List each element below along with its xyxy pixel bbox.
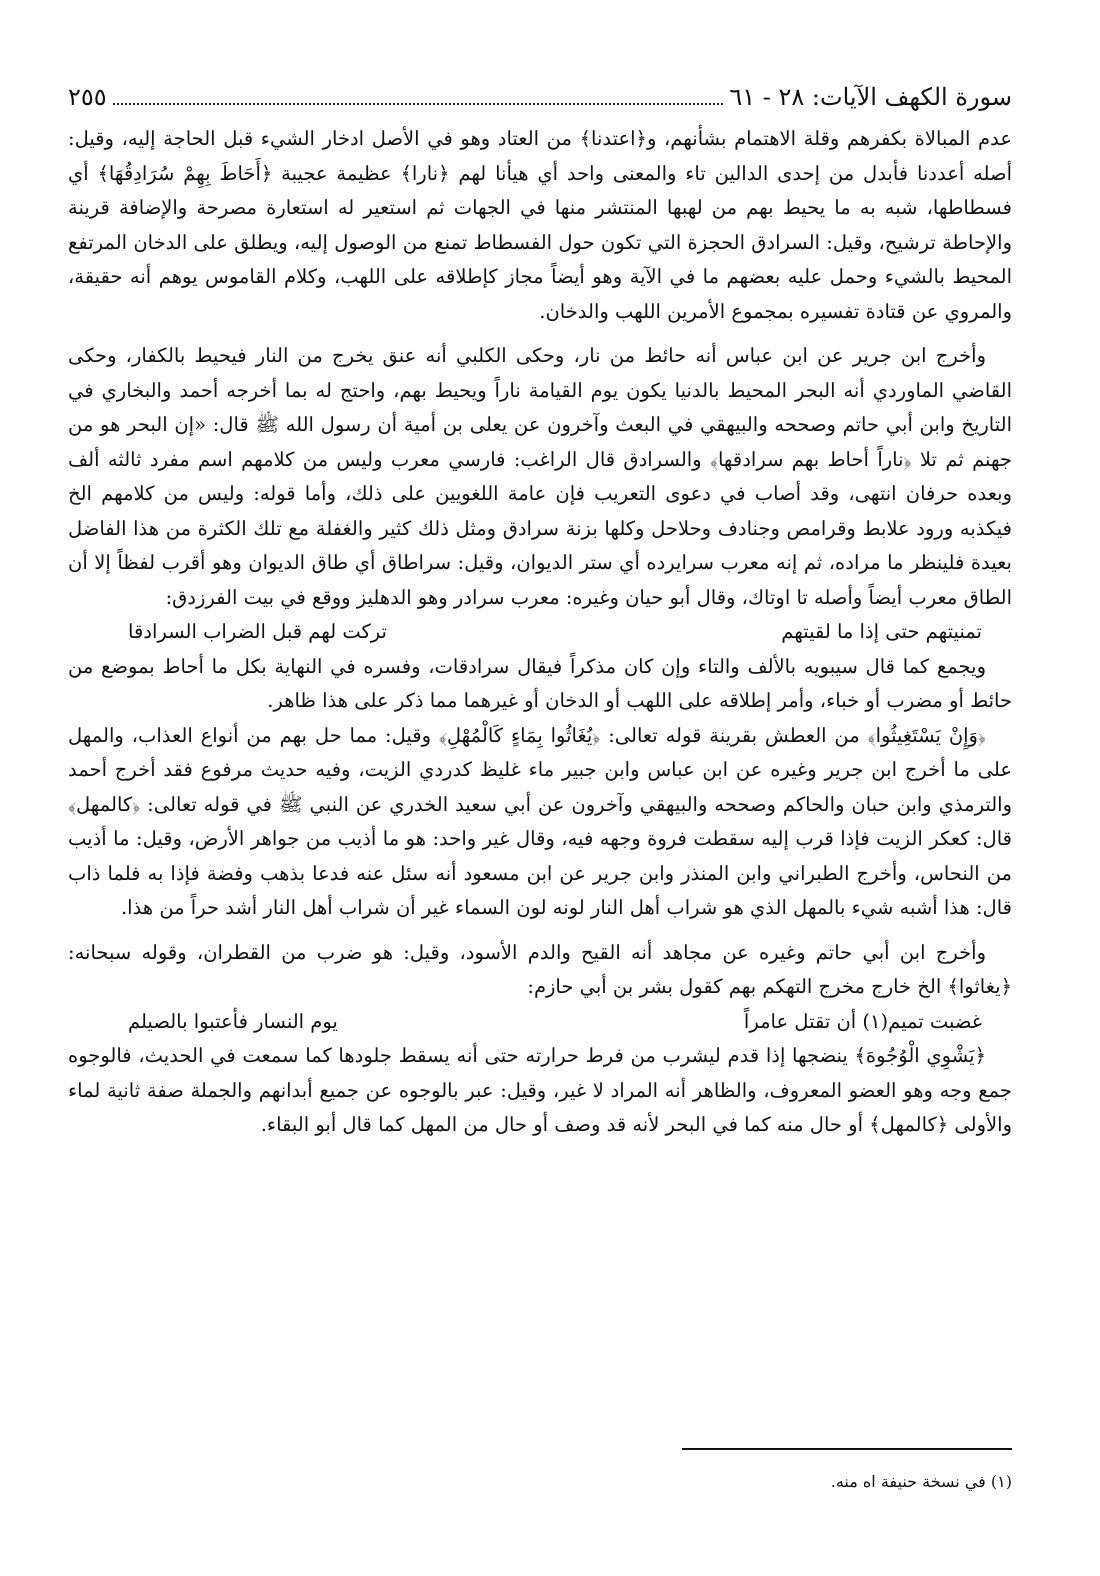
verse	[68, 1005, 1012, 1040]
footnote: (١) في نسخة حنيفة اه منه.	[830, 1472, 1012, 1491]
footnote-divider	[682, 1448, 1012, 1450]
verse-hemistich-right: غضبت تميم(١) أن تقتل عامراً	[743, 1009, 982, 1033]
paragraph: ﴿وَإِنْ يَسْتَغِيثُوا﴾ من العطش بقرينة قوله تعالى: ﴿يُغَاثُوا بِمَاءٍ كَالْمُهْلِ﴾ وقيل: مما حل بهم من أنواع العذاب، والمهل على ما أخرج ابن جرير وغيره عن ابن عباس وابن جبير ماء غليظ كدردي الزيت، وفيه حديث مرفوع فقد أخرج أحمد والترمذي وابن حبان والحاكم وصححه والبيهقي وآخرون عن أبي سعيد الخدري عن النبي ﷺ في قوله تعالى: ﴿كالمهل﴾ قال: كعكر الزيت فإذا قرب إليه سقطت فروة وجهه فيه، وقال غير واحد: هو ما أذيب من جواهر الأرض، وقيل: ما أذيب من النحاس، وأخرج الطبراني وابن المنذر وابن جرير عن ابن مسعود أنه سئل عنه فدعا بذهب وفضة فإذا به فلما ذاب قال: هذا أشبه شيء بالمهل الذي هو شراب أهل النار لونه لون السماء غير أن شراب أهل النار أشد حراً من هذا.	[68, 723, 1012, 919]
page-header	[68, 80, 1012, 114]
verse-hemistich-left: يوم النسار فأعتبوا بالصيلم	[128, 1009, 338, 1033]
running-title: سورة الكهف الآيات: ٢٨ - ٦١	[729, 83, 1012, 111]
paragraph: وأخرج ابن جرير عن ابن عباس أنه حائط من نار، وحكى الكلبي أنه عنق يخرج من النار فيحيط بالكفار، وحكى القاضي الماوردي أنه البحر المحيط بالدنيا يكون يوم القيامة ناراً ويحيط بهم، واحتج له بما أخرجه أحمد والبخاري في التاريخ وابن أبي حاتم وصححه والبيهقي في البعث وآخرون عن يعلى بن أمية أن رسول الله ﷺ قال: «إن البحر هو من جهنم ثم تلا ﴿ناراً أحاط بهم سرادقها﴾ والسرادق قال الراغب: فارسي معرب وليس من كلامهم اسم مفرد ثالثه ألف وبعده حرفان انتهى، وقد أصاب في دعوى التعريب فإن عامة اللغويين على ذلك، وأما قوله: وليس من كلامهم الخ فيكذبه ورود علابط وقرامص وجنادف وحلاحل وكلها بزنة سرادق ومثل ذلك كثير والغفلة مع تلك الكثرة من هذا الفاضل بعيدة فلينظر ما مراده، ثم إنه معرب سرايرده أي ستر الديوان، وقيل: سراطاق أي طاق الديوان وهو أقرب لفظاً إلا أن الطاق معرب أيضاً وأصله تا اوتاك، وقال أبو حيان وغيره: معرب سرادر وهو الدهليز ووقع في بيت الفرزدق:	[68, 344, 1012, 609]
paragraph: ﴿يَشْوِي الْوُجُوهَ﴾ ينضجها إذا قدم ليشرب من فرط حرارته حتى أنه يسقط جلودها كما سمعت في الحديث، فالوجوه جمع وجه وهو العضو المعروف، والظاهر أنه المراد لا غير، وقيل: عبر بالوجوه عن جميع أبدانهم والجملة صفة ثانية لماء والأولى ﴿كالمهل﴾ أو حال منه كما في البحر لأنه قد وصف أو حال من المهل كما قال أبو البقاء.	[68, 1044, 1012, 1136]
paragraph: ويجمع كما قال سيبويه بالألف والتاء وإن كان مذكراً فيقال سرادقات، وفسره في النهاية بكل ما أحاط بموضع من حائط أو مضرب أو خباء، وأمر إطلاقه على اللهب أو الدخان أو غيرهما مما ذكر على هذا ظاهر.	[68, 654, 1012, 712]
leader-dots	[113, 81, 724, 105]
verse-hemistich-left: تركت لهم قبل الضراب السرادقا	[128, 620, 387, 643]
verse	[68, 615, 1012, 650]
paragraph: وأخرج ابن أبي حاتم وغيره عن مجاهد أنه القيح والدم الأسود، وقيل: هو ضرب من القطران، وقوله سبحانه: ﴿يغاثوا﴾ الخ خارج مخرج التهكم بهم كقول بشر بن أبي حازم:	[68, 940, 1012, 998]
page-number: ٢٥٥	[68, 83, 107, 111]
verse-hemistich-right: تمنيتهم حتى إذا ما لقيتهم	[781, 620, 982, 643]
paragraph: عدم المبالاة بكفرهم وقلة الاهتمام بشأنهم، و﴿اعتدنا﴾ من العتاد وهو في الأصل ادخار الشيء قبل الحاجة إليه، وقيل: أصله أعددنا فأبدل من إحدى الدالين تاء والمعنى واحد أي هيأنا لهم ﴿نارا﴾ عظيمة عجيبة ﴿أَحَاطَ بِهِمْ سُرَادِقُهَا﴾ أي فسطاطها، شبه به ما يحيط بهم من لهبها المنتشر منها في الجهات ثم استعير له استعارة مصرحة والإضافة قرينة والإحاطة ترشيح، وقيل: السرادق الحجزة التي تكون حول الفسطاط تمنع من الوصول إليه، ويطلق على الدخان المرتفع المحيط بالشيء وحمل عليه بعضهم ما في الآية وهو أيضاً مجاز كإطلاقه على اللهب، وكلام القاموس يوهم أنه حقيقة، والمروي عن قتادة تفسيره بمجموع الأمرين اللهب والدخان.	[68, 127, 1012, 323]
